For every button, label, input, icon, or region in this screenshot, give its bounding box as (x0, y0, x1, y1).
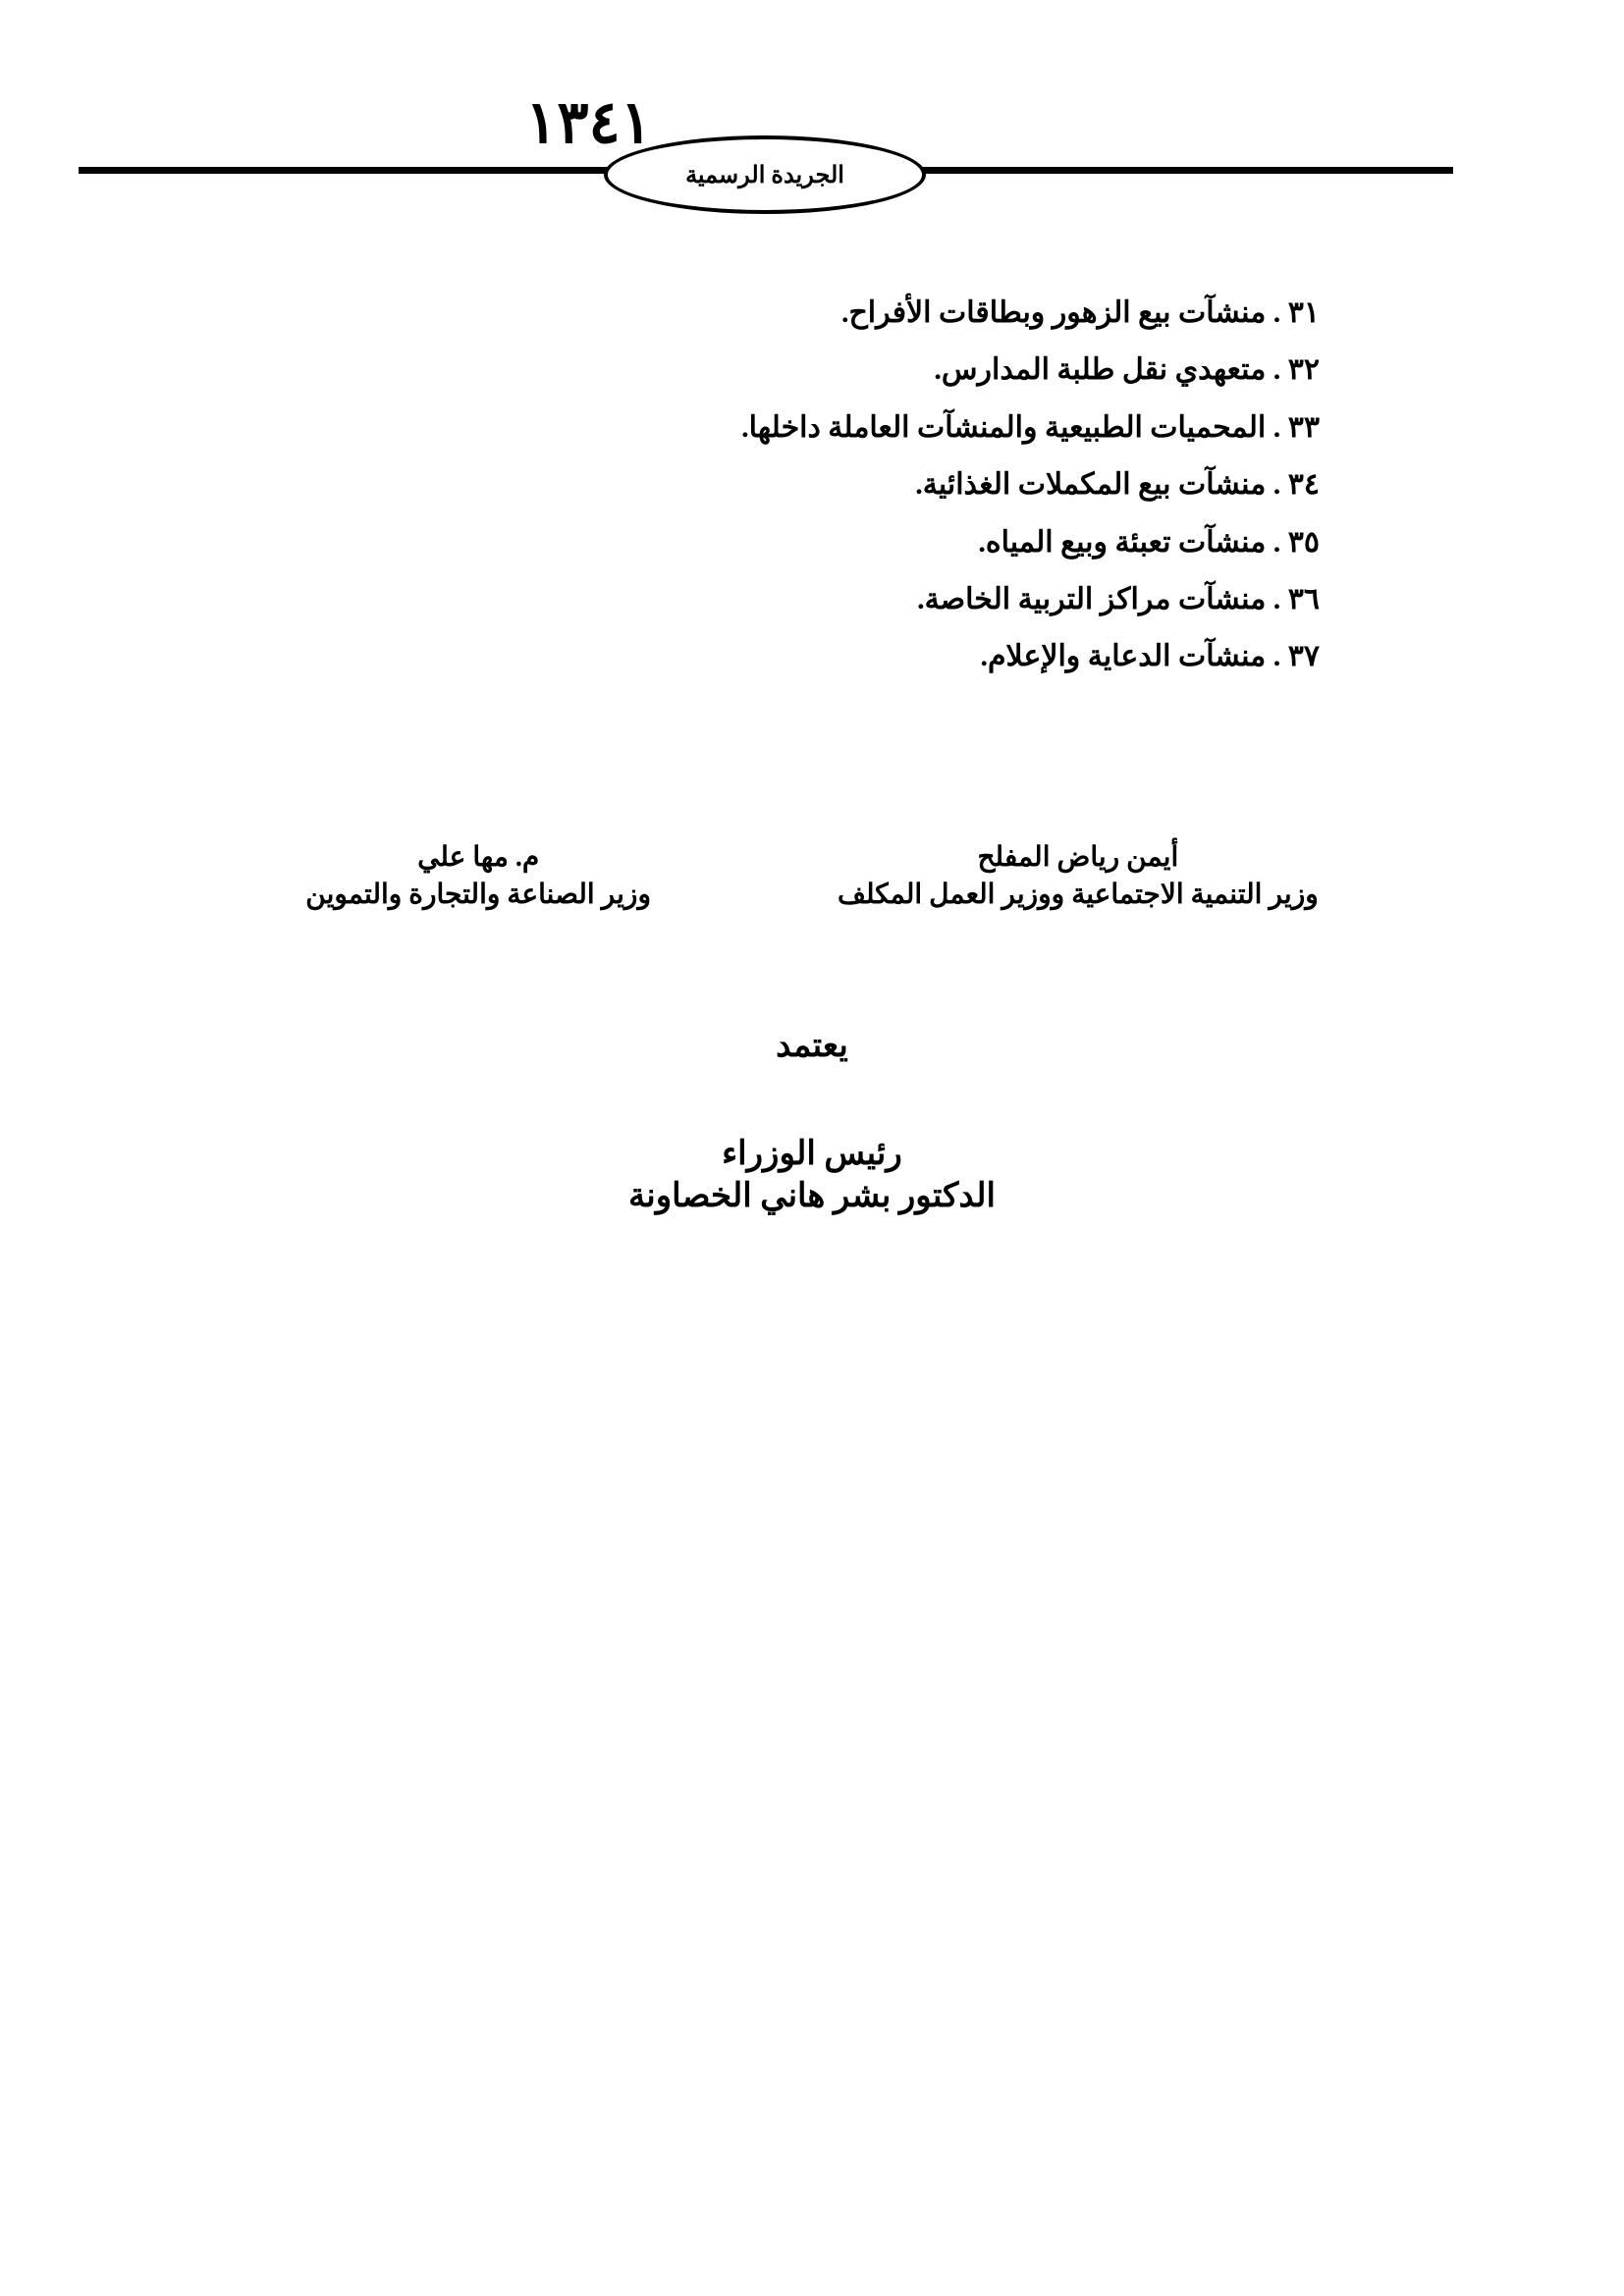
signatory-name: م. مها علي (417, 842, 540, 873)
clause-separator: . (1272, 353, 1281, 387)
signatory-title: وزير التنمية الاجتماعية ووزير العمل المكلف (837, 879, 1319, 910)
gazette-badge (604, 135, 926, 214)
clause-separator: . (1272, 468, 1281, 502)
signature-row (0, 839, 1624, 914)
clause-number: ٣٥ (1287, 525, 1320, 559)
page-number: ١٣٤١ (525, 90, 652, 155)
clause-separator: . (1272, 640, 1281, 673)
approval-section (0, 1026, 1624, 1217)
clause-number: ٣١ (1287, 296, 1320, 329)
signature-block-minister-industry-trade (305, 839, 651, 914)
clause-text: منشآت بيع الزهور وبطاقات الأفراح. (840, 296, 1267, 329)
clause-number: ٣٦ (1287, 582, 1320, 615)
clause-separator: . (1272, 582, 1281, 615)
signatory-name: أيمن رياض المفلح (977, 842, 1179, 873)
page-header (0, 88, 1624, 216)
gazette-badge-label: الجريدة الرسمية (685, 162, 844, 188)
signatory-title: وزير الصناعة والتجارة والتموين (305, 879, 651, 910)
clause-text: المحميات الطبيعية والمنشآت العاملة داخلها. (741, 410, 1267, 444)
list-item (303, 409, 1320, 447)
clause-text: منشآت مراكز التربية الخاصة. (917, 582, 1267, 615)
list-item (303, 638, 1320, 675)
list-item (303, 294, 1320, 332)
list-item (303, 351, 1320, 389)
clause-number: ٣٧ (1287, 640, 1320, 673)
clause-separator: . (1272, 296, 1281, 329)
clause-number: ٣٣ (1287, 410, 1320, 444)
list-item (303, 524, 1320, 561)
clause-text: منشآت تعبئة وبيع المياه. (978, 525, 1267, 559)
approval-role: رئيس الوزراء (722, 1136, 902, 1172)
clause-separator: . (1272, 410, 1281, 444)
list-item (303, 581, 1320, 618)
list-item (303, 466, 1320, 504)
approval-person: الدكتور بشر هاني الخصاونة (628, 1177, 996, 1214)
clause-list (303, 294, 1320, 696)
clause-separator: . (1272, 525, 1281, 559)
approval-label: يعتمد (776, 1028, 848, 1064)
clause-text: متعهدي نقل طلبة المدارس. (934, 353, 1267, 387)
clause-number: ٣٢ (1287, 353, 1320, 387)
signature-block-minister-social-development (838, 839, 1319, 914)
clause-number: ٣٤ (1287, 468, 1320, 502)
clause-text: منشآت الدعاية والإعلام. (980, 640, 1267, 673)
clause-text: منشآت بيع المكملات الغذائية. (915, 468, 1267, 502)
